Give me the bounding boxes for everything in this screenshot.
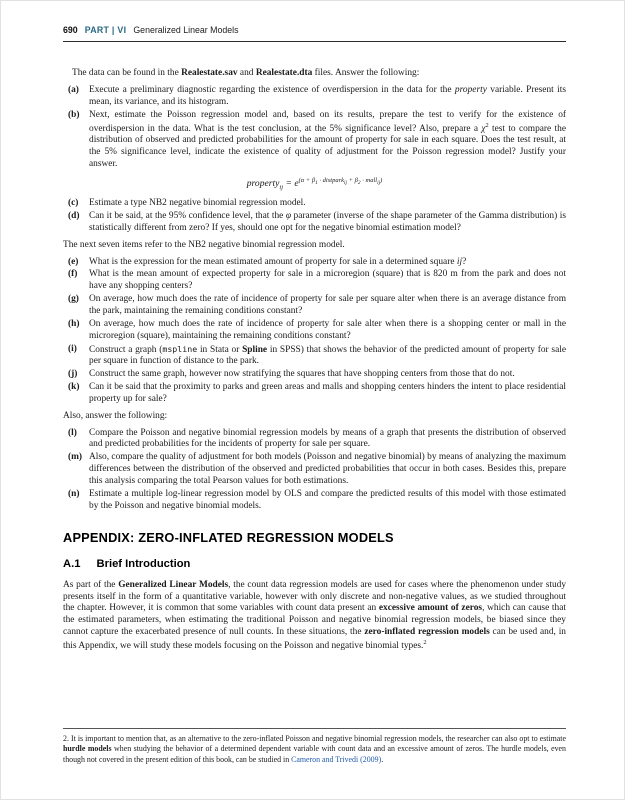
item-c-label: (c) [68, 198, 79, 209]
footnote-text [63, 734, 566, 765]
footnote-area [63, 728, 566, 765]
item-g-label: (g) [68, 294, 79, 305]
appendix-heading: APPENDIX: ZERO-INFLATED REGRESSION MODELS [63, 529, 394, 545]
list-item-b [63, 110, 566, 171]
list-item-h [63, 319, 566, 343]
item-k-label: (k) [68, 382, 80, 393]
chapter-title: Generalized Linear Models [133, 25, 239, 35]
item-k-text: Can it be said that the proximity to parks and green areas and malls and shopping centers hinders the intent to place residential property up for sale? [89, 382, 566, 404]
page-header [63, 25, 566, 42]
item-d-label: (d) [68, 211, 80, 222]
list-item-a [63, 85, 566, 109]
also-answer-paragraph: Also, answer the following: [63, 410, 168, 421]
item-f-label: (f) [68, 269, 78, 280]
section-heading-a1 [63, 557, 566, 571]
item-g-text: On average, how much does the rate of incidence of property for sale per square alter when there is an average distance from the park, maintaining the remaining conditions constant? [89, 294, 566, 317]
list-item-e [63, 257, 566, 269]
item-b-text: Next, estimate the Poisson regression model and, based on its results, prepare the test to verify for the existence of overdispersion in the data. What is the test conclusion, at the 5% significance level? Also, prepare a $\chi^2$ test to compare the distribution of observed and predicted probabilities for the amount of property for sale in each square. Does the test result, at the 5% significance level, indicate the existence of quality of adjustment for the Poisson regression model? Justify your answer. [89, 109, 566, 170]
section-title: Brief Introduction [96, 557, 191, 570]
item-j-text: Construct the same graph, however now stratifying the squares that have shopping centers from those that do not. [89, 369, 515, 380]
item-n-text: Estimate a multiple log-linear regression model by OLS and compare the predicted results of this model with those estimated by the Poisson and negative binomial models. [89, 488, 566, 511]
citation-link[interactable]: Cameron and Trivedi (2009) [291, 754, 382, 764]
item-l-text: Compare the Poisson and negative binomial regression models by means of a graph that presents the distribution of observed and predicted probabilities for the incidents of property for sale per square. [89, 427, 566, 450]
item-h-label: (h) [68, 318, 80, 329]
list-item-j [63, 369, 566, 381]
footnote-divider [63, 728, 566, 729]
page-number: 690 [63, 25, 78, 35]
item-i-text: Construct a graph (mspline in Stata or Spline in SPSS) that shows the behavior of the predicted amount of property for sale per square in function of distance to the park. [89, 343, 567, 367]
item-l-label: (l) [68, 427, 77, 438]
item-m-label: (m) [68, 452, 83, 463]
section-number: A.1 [63, 557, 81, 570]
item-e-label: (e) [68, 256, 79, 267]
item-m-text: Also, compare the quality of adjustment for both models (Poisson and negative binomial) by means of analyzing the maximum differences between the distribution of the observed and predicted probabilities that occur in both cases. Besides this, prepare this analysis comparing the total Pearson values for both estimations. [89, 452, 566, 486]
item-i-label: (i) [68, 343, 77, 354]
list-item-i [63, 344, 566, 369]
part-label: PART | VI [84, 25, 127, 35]
item-e-text: What is the expression for the mean estimated amount of property for sale in a determined square ij? [89, 256, 467, 267]
list-item-n [63, 489, 566, 513]
list-item-k [63, 382, 566, 406]
item-a-label: (a) [68, 84, 79, 95]
item-j-label: (j) [68, 369, 78, 380]
appendix-intro-paragraph: As part of the Generalized Linear Models, the count data regression models are used for cases where the phenomenon under study presents itself in the form of a quantitative variable, however with only discrete and non-negative values, as we studied throughout the chapter. However, it is common that some variables with count data present an excessive amount of zeros, which can cause that the estimated parameters, when estimating the traditional Poisson and negative binomial regression models, be biased since they cannot capture the exacerbated presence of null counts. In these situations, the zero-inflated regression models can be used and, in this Appendix, we will study these models focusing on the Poisson and negative binomial types.$^2$ [63, 579, 567, 652]
list-item-c [63, 198, 566, 210]
item-c-text: Estimate a type NB2 negative binomial regression model. [89, 198, 306, 209]
nb2-note-paragraph: The next seven items refer to the NB2 negative binomial regression model. [63, 239, 345, 250]
item-a-text: Execute a preliminary diagnostic regarding the existence of overdispersion in the data for the property variable. Present its mean, its variance, and its histogram. [89, 84, 566, 107]
list-item-f [63, 269, 566, 293]
footnote-body: 2. It is important to mention that, as an alternative to the zero-inflated Poisson and negative binomial regression models, the researcher can also opt to estimate hurdle models when studying the behavior of a determined dependent variable with count data and an excessive amount of zeros. The hurdle models, even though not covered in the present edition of this book, can be studied in [63, 733, 566, 764]
list-item-g [63, 294, 566, 318]
list-item-l [63, 428, 566, 452]
item-b-label: (b) [68, 109, 80, 120]
intro-paragraph: The data can be found in the Realestate.sav and Realestate.dta files. Answer the following: [72, 68, 420, 79]
item-f-text: What is the mean amount of expected property for sale in a microregion (square) that is 820 m from the park and does not have any shopping centers? [89, 269, 566, 292]
list-item-d [63, 211, 566, 235]
item-h-text: On average, how much does the rate of incidence of property for sale alter when there is a shopping center or mall in the microregion (square), maintaining the remaining conditions constant? [89, 318, 566, 341]
item-d-text: Can it be said, at the 95% confidence level, that the φ parameter (inverse of the shape parameter of the Gamma distribution) is statistically different from zero? If yes, should one opt for the negative binomial estimation model? [89, 211, 566, 233]
footnote-suffix: . [381, 754, 384, 764]
poisson-regression-formula: property$_{ij}$ = $e^{(\alpha + \beta 1}$ $^{\cdot distparkij}$ $^{+ \beta 2}$ $^{\cdot mallij)}$ [246, 176, 383, 192]
item-n-label: (n) [68, 488, 80, 499]
list-item-m [63, 452, 566, 488]
